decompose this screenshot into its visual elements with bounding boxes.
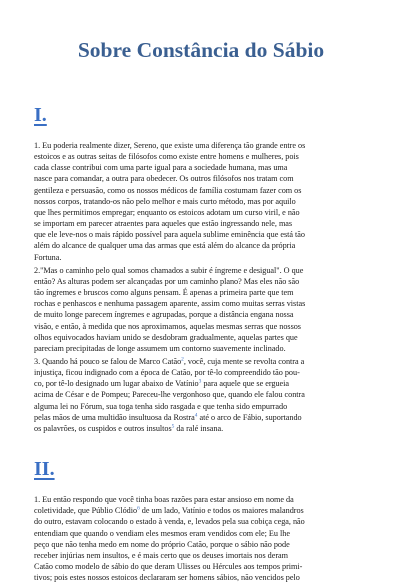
text-line: estoicos e as outras seitas de filósofos como existe entre homens e mulheres, pois bbox=[34, 152, 299, 162]
text-line: 1. Eu poderia realmente dizer, Sereno, que existe uma diferença tão grande entre os bbox=[34, 141, 306, 150]
footnote-ref-3[interactable]: 3 bbox=[198, 378, 202, 385]
text-line: pareciam precipitadas de longe assumem um contorno suavemente inclinado. bbox=[34, 343, 286, 353]
text-line: que lhes permitimos empregar; enquanto os estoicos adotam um curso viril, e não bbox=[34, 207, 300, 217]
text-line: cada classe contribui com uma parte igual para a sociedade humana, mas uma bbox=[34, 163, 288, 173]
text-line: do outro, estavam colocando o estado à venda, e, levados pela sua cobiça cega, não bbox=[34, 517, 305, 527]
text-line: 1. Eu então respondo que você tinha boas razões para estar ansioso em nome da bbox=[34, 495, 294, 505]
section-heading-2[interactable]: II. bbox=[34, 458, 55, 481]
footnote-ref-6[interactable]: 6 bbox=[137, 505, 140, 512]
text-segment: os palavrões, os cuspidos e outros insultos bbox=[34, 423, 172, 433]
text-line: nossos corpos, tratando-os não pelo melhor e mais curto método, mas por aquilo bbox=[34, 196, 296, 206]
section-heading-1[interactable]: I. bbox=[34, 104, 47, 126]
text-segment: 3. Quando há pouco se falou de Marco Catão bbox=[34, 356, 182, 366]
paragraph-3 bbox=[34, 356, 368, 434]
text-line: tivos; pois estes nossos estoicos declararam ser homens sábios, não vencidos pelo bbox=[34, 573, 300, 583]
text-segment: pelas mãos de uma multidão insultuosa da Rostra bbox=[34, 412, 195, 422]
text-segment: da ralé insana. bbox=[174, 423, 224, 433]
text-line: gentileza e persuasão, como os nossos médicos de família costumam fazer com os bbox=[34, 185, 302, 195]
paragraph-1 bbox=[34, 140, 368, 263]
text-segment: co, por tê-lo designado um lugar abaixo de Vatínio bbox=[34, 379, 199, 389]
text-line: acima de César e de Pompeu; Pareceu-lhe vergonhoso que, quando ele falou contra bbox=[34, 390, 305, 400]
text-line: de muito longe parecem íngremes e agrupadas, porque a distância engana nossa bbox=[34, 310, 294, 320]
text-segment: coletividade, que Públio Clódio bbox=[34, 506, 138, 516]
text-line: 2."Mas o caminho pelo qual somos chamados a subir é íngreme e desigual". O que bbox=[34, 265, 304, 275]
text-line: olhos equivocados haviam unido se desdobram gradualmente, aquelas partes que bbox=[34, 332, 298, 342]
page-title: Sobre Constância do Sábio bbox=[77, 38, 325, 62]
section-1 bbox=[34, 62, 368, 434]
text-line: injustiça, ficou indignado com a época de Catão, por tê-lo compreendido tão pou- bbox=[34, 368, 300, 378]
text-line: visão, e então, à medida que nos aproximamos, aquelas mesmas serras que nossos bbox=[34, 321, 301, 331]
text-segment: , você, cuja mente se revolta contra a bbox=[183, 356, 305, 366]
section-2 bbox=[34, 434, 368, 583]
text-line: tão íngremes e bruscos como alguns pensam. É apenas a primeira parte que tem bbox=[34, 288, 294, 298]
text-line: se importam em parecer atraentes para aqueles que estão ingressando nele, mas bbox=[34, 219, 293, 229]
text-line: então? As alturas podem ser alcançadas por um caminho plano? Mas eles não são bbox=[34, 276, 300, 286]
text-line: Fortuna. bbox=[34, 252, 62, 262]
text-line: nasce para comandar, a outra para obedecer. Os outros filósofos nos tratam com bbox=[34, 174, 294, 184]
text-line: Catão como modelo de sábio do que deram Ulisses ou Hércules aos tempos primi- bbox=[34, 562, 303, 571]
text-line: entendiam que quando o vendiam eles mesmos eram vendidos com ele; Eu lhe bbox=[34, 528, 290, 538]
text-segment: de um lado, Vatínio e todos os maiores malandros bbox=[139, 506, 304, 516]
text-line: rochas e penhascos e nenhuma passagem aparente, assim como muitas serras vistas bbox=[34, 299, 306, 309]
text-segment: até o arco de Fábio, suportando bbox=[197, 412, 302, 422]
footnote-ref-2[interactable]: 2 bbox=[181, 356, 184, 363]
footnote-ref-5[interactable]: 5 bbox=[171, 423, 175, 430]
text-line: receber injúrias nem insultos, e é mais certo que os deuses imortais nos deram bbox=[34, 550, 289, 560]
text-line: que ele leve-nos o mais rápido possível para aquela sublime eminência que está tão bbox=[34, 230, 305, 240]
footnote-ref-4[interactable]: 4 bbox=[194, 412, 198, 419]
text-segment: para aquele que se ergueia bbox=[201, 379, 290, 389]
paragraph-2 bbox=[34, 265, 368, 354]
text-line: peço que não tenha medo em nome do próprio Catão, porque o sábio não pode bbox=[34, 539, 290, 549]
text-line: alguma lei no Fórum, sua toga tenha sido rasgada e que tenha sido empurrado bbox=[34, 401, 288, 411]
text-line: além do alcance de qualquer uma das armas que está além do alcance da própria bbox=[34, 241, 296, 251]
